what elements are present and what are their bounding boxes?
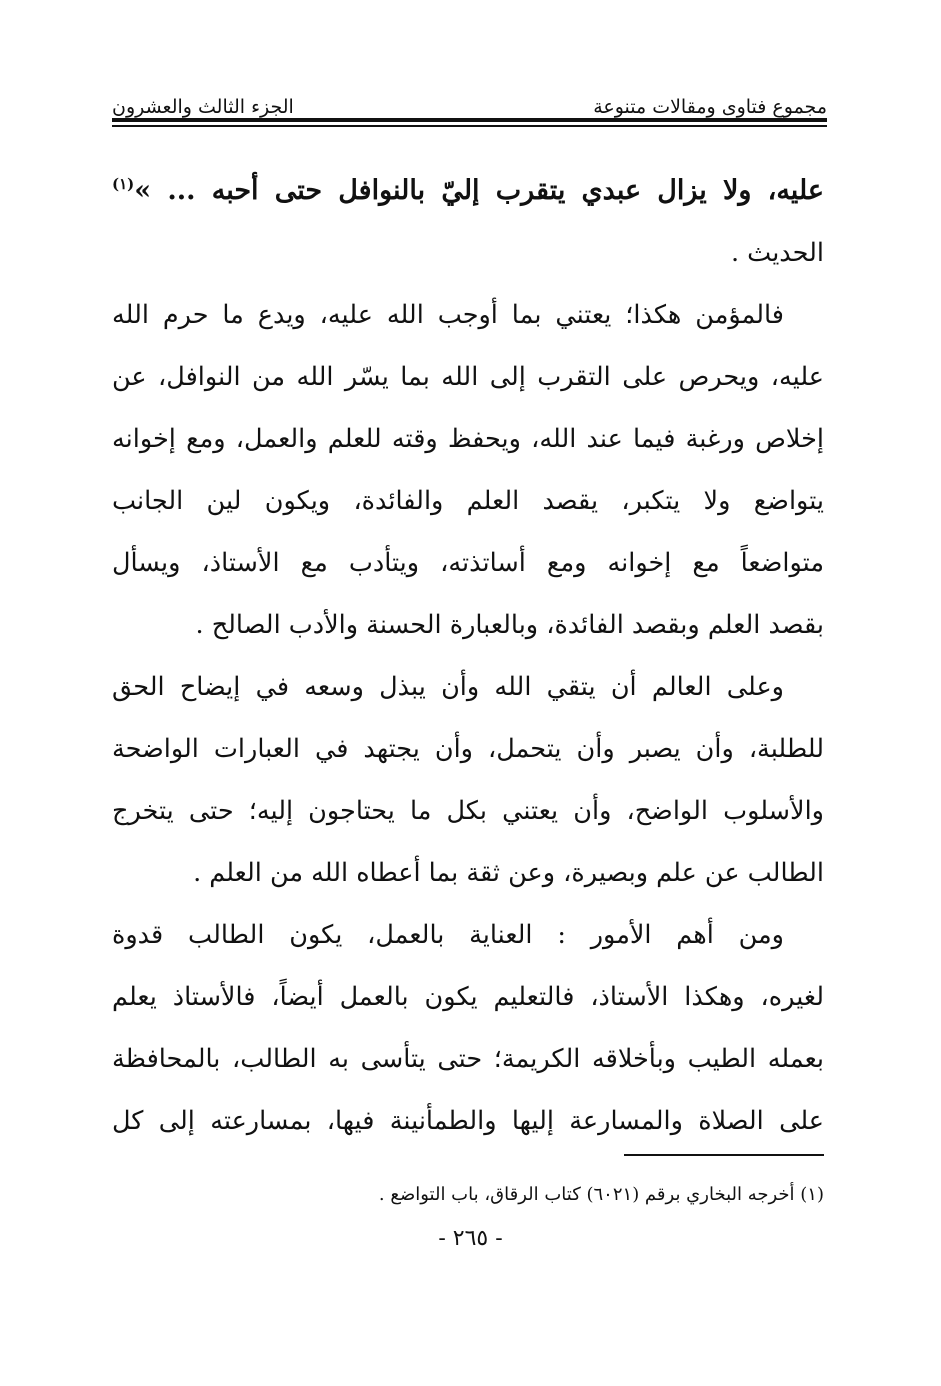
body-line: الطالب عن علم وبصيرة، وعن ثقة بما أعطاه الله من العلم . xyxy=(193,858,824,888)
body-line: بعمله الطيب وبأخلاقه الكريمة؛ حتى يتأسى به الطالب، بالمحافظة xyxy=(112,1044,824,1074)
body-line: على الصلاة والمسارعة إليها والطمأنينة فيها، بمسارعته إلى كل xyxy=(112,1106,824,1136)
footnote-separator xyxy=(624,1154,824,1156)
body-line: عليه، ويحرص على التقرب إلى الله بما يسّر الله من النوافل، عن xyxy=(112,362,824,392)
body-line: إخلاص ورغبة فيما عند الله، ويحفظ وقته للعلم والعمل، ومع إخوانه xyxy=(112,424,824,454)
header-book-title: مجموع فتاوى ومقالات متنوعة xyxy=(593,96,827,118)
body-line: يتواضع ولا يتكبر، يقصد العلم والفائدة، ويكون لين الجانب xyxy=(112,486,824,516)
page-number: - ٢٦٥ - xyxy=(438,1226,503,1251)
body-line: لغيره، وهكذا الأستاذ، فالتعليم يكون بالعمل أيضاً، فالأستاذ يعلم xyxy=(112,982,824,1012)
body-line: الحديث . xyxy=(730,238,824,268)
body-text xyxy=(112,160,824,1152)
body-line: للطلبة، وأن يصبر وأن يتحمل، وأن يجتهد في العبارات الواضحة xyxy=(112,734,824,764)
running-header xyxy=(112,78,827,118)
body-line: بقصد العلم وبقصد الفائدة، وبالعبارة الحسنة والأدب الصالح . xyxy=(195,610,824,640)
header-rule-thick xyxy=(112,118,827,122)
footnote-reference: (١) xyxy=(112,175,135,193)
paragraph-start-line: ومن أهم الأمور : العناية بالعمل، يكون الطالب قدوة xyxy=(112,920,784,950)
footnote: (١) أخرجه البخاري برقم (٦٠٢١) كتاب الرقاق، باب التواضع . xyxy=(378,1184,824,1205)
paragraph-start-line: فالمؤمن هكذا؛ يعتني بما أوجب الله عليه، ويدع ما حرم الله xyxy=(112,300,784,330)
header-rule-thin xyxy=(112,125,827,127)
body-line: والأسلوب الواضح، وأن يعتني بكل ما يحتاجون إليه؛ حتى يتخرج xyxy=(112,796,824,826)
paragraph-start-line: وعلى العالم أن يتقي الله وأن يبذل وسعه في إيضاح الحق xyxy=(112,672,784,702)
body-line xyxy=(112,160,824,222)
hadith-quote: عليه، ولا يزال عبدي يتقرب إليّ بالنوافل حتى أحبه ... » xyxy=(134,175,824,206)
header-volume-title: الجزء الثالث والعشرون xyxy=(112,96,294,118)
body-line: متواضعاً مع إخوانه ومع أساتذته، ويتأدب مع الأستاذ، ويسأل xyxy=(112,548,824,578)
